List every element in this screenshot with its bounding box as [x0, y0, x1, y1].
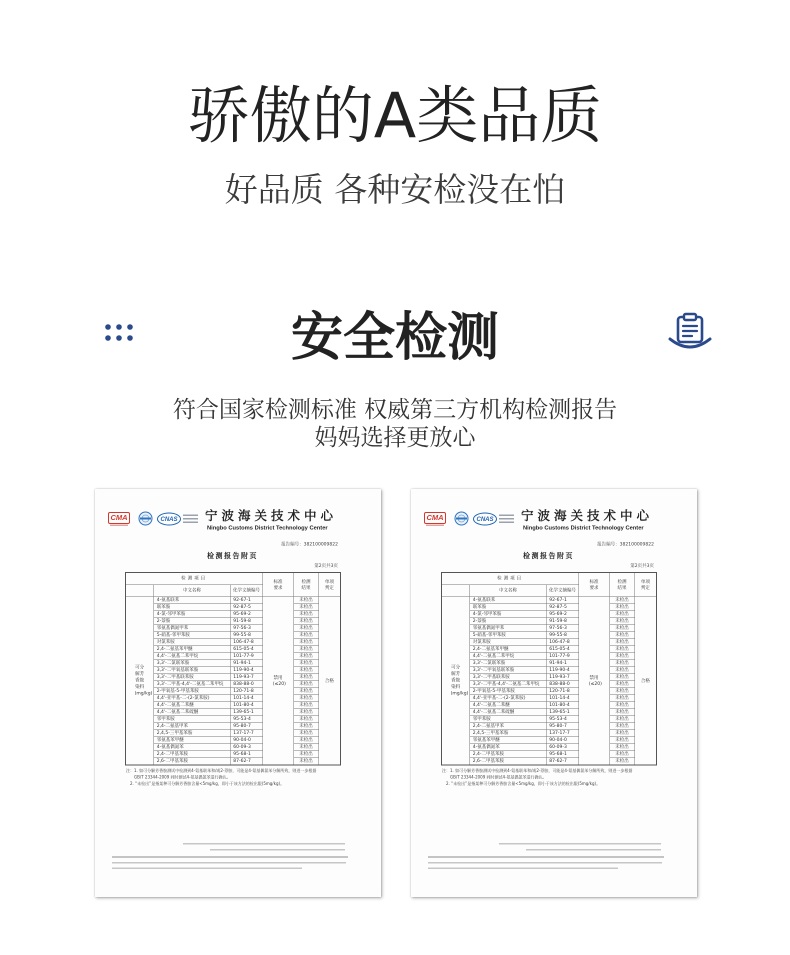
- result-cell: 未检出: [294, 604, 319, 611]
- table-body: [126, 597, 341, 765]
- cas-number-cell: 101-80-4: [547, 702, 579, 709]
- cas-number-cell: 838-88-0: [231, 681, 263, 688]
- cas-number-cell: 95-80-7: [547, 723, 579, 730]
- cas-number-cell: 95-69-2: [547, 611, 579, 618]
- cas-number-cell: 97-56-3: [231, 625, 263, 632]
- chemical-name-cell: 4,4'-二氨基二苯甲烷: [470, 653, 547, 660]
- header-test-item: 检测项目: [442, 573, 579, 585]
- result-cell: 未检出: [294, 681, 319, 688]
- table-row: [442, 751, 657, 758]
- judgement-cell: [319, 597, 341, 765]
- chemical-name-cell: 4,4'-亚甲基-二-(2-氯苯胺): [470, 695, 547, 702]
- result-cell: 未检出: [610, 716, 635, 723]
- chemical-name-cell: 2-萘胺: [154, 618, 231, 625]
- cas-number-cell: 92-87-5: [547, 604, 579, 611]
- result-cell: 未检出: [610, 695, 635, 702]
- table-row: [442, 625, 657, 632]
- org-name-cn: 宁波海关技术中心: [205, 508, 338, 523]
- cas-number-cell: 60-09-3: [547, 744, 579, 751]
- result-cell: 未检出: [294, 744, 319, 751]
- cas-number-cell: 119-90-4: [231, 667, 263, 674]
- result-cell: 未检出: [610, 639, 635, 646]
- accreditation-fine-print: [183, 515, 198, 526]
- cma-logo-text: CMA: [110, 513, 128, 522]
- report-note-line: GB/T 23344-2009 同时测试4-氨基偶氮苯进行确认。: [134, 775, 231, 780]
- cas-number-cell: 119-90-4: [547, 667, 579, 674]
- cas-number-cell: 106-47-8: [231, 639, 263, 646]
- cas-number-cell: 60-09-3: [231, 744, 263, 751]
- table-row: [442, 744, 657, 751]
- header-standard-text: 标准要求: [273, 579, 283, 591]
- chemical-name-cell: 4-氯-邻甲苯胺: [470, 611, 547, 618]
- org-name-en: Ningbo Customs District Technology Center: [523, 525, 644, 531]
- table-row: [126, 723, 341, 730]
- header-result-text: 检测结果: [301, 579, 311, 591]
- table-row: [442, 604, 657, 611]
- table-row: [126, 744, 341, 751]
- judgement-cell: [635, 597, 657, 765]
- table-row: [126, 751, 341, 758]
- ilac-mra-logo: [453, 511, 470, 526]
- cas-number-cell: 91-59-8: [231, 618, 263, 625]
- chemical-name-cell: 5-硝基-邻甲苯胺: [154, 632, 231, 639]
- footer-fine-print: [499, 843, 661, 845]
- chemical-name-cell: 3,3'-二甲基-4,4'-二氨基二苯甲烷: [470, 681, 547, 688]
- section-description-line: 符合国家检测标准 权威第三方机构检测报告: [172, 397, 618, 423]
- cas-number-cell: 91-94-1: [231, 660, 263, 667]
- result-cell: 未检出: [610, 730, 635, 737]
- chemical-name-cell: 3,3'-二氯联苯胺: [154, 660, 231, 667]
- chemical-name-cell: 2,4-二氨基甲苯: [154, 723, 231, 730]
- cas-number-cell: 91-59-8: [547, 618, 579, 625]
- cnas-logo: [157, 513, 181, 526]
- result-cell: 未检出: [294, 618, 319, 625]
- footer-divider: [112, 857, 348, 858]
- result-cell: 未检出: [610, 604, 635, 611]
- chemical-name-cell: 2-甲氧基-5-甲基苯胺: [154, 688, 231, 695]
- cma-logo: [424, 512, 446, 524]
- report-number-label: 报告编号：: [597, 542, 620, 547]
- report-number: [597, 542, 654, 548]
- chemical-name-cell: 3,3'-二甲基联苯胺: [154, 674, 231, 681]
- table-row: [442, 702, 657, 709]
- result-cell: 未检出: [610, 667, 635, 674]
- table-row: [442, 709, 657, 716]
- table-row: [126, 646, 341, 653]
- chemical-name-cell: 联苯胺: [154, 604, 231, 611]
- cas-number-cell: 615-05-4: [231, 646, 263, 653]
- table-row: [126, 674, 341, 681]
- result-cell: 未检出: [610, 723, 635, 730]
- test-results-table: [125, 572, 341, 766]
- section-title: 安全检测: [290, 308, 499, 368]
- table-row: [442, 716, 657, 723]
- result-cell: 未检出: [294, 758, 319, 765]
- chemical-name-cell: 4-氨基联苯: [154, 597, 231, 604]
- table-row: [442, 646, 657, 653]
- header-judgement: [319, 573, 341, 597]
- result-cell: 未检出: [610, 674, 635, 681]
- result-cell: 未检出: [610, 688, 635, 695]
- header-judgement-text: 单项判定: [324, 579, 334, 591]
- table-row: [126, 625, 341, 632]
- footer-fine-print: [428, 868, 618, 870]
- test-report-left: [95, 489, 381, 897]
- report-note-line: GB/T 23344-2009 同时测试4-氨基偶氮苯进行确认。: [450, 775, 547, 780]
- table-row: [126, 632, 341, 639]
- table-row: [442, 730, 657, 737]
- cas-number-cell: 101-77-9: [547, 653, 579, 660]
- ilac-mra-logo: [137, 511, 154, 526]
- table-row: [126, 730, 341, 737]
- cas-number-cell: 87-62-7: [547, 758, 579, 765]
- test-report-right: [411, 489, 697, 897]
- chemical-name-cell: 3,3'-二甲基联苯胺: [470, 674, 547, 681]
- result-cell: 未检出: [610, 660, 635, 667]
- cas-number-cell: 101-80-4: [231, 702, 263, 709]
- chemical-name-cell: 4-氨基偶氮苯: [470, 744, 547, 751]
- result-cell: 未检出: [294, 674, 319, 681]
- footer-fine-print: [112, 868, 302, 870]
- header-chinese-name: 中文名称: [154, 585, 231, 597]
- table-row: [442, 618, 657, 625]
- chemical-name-cell: 2,4-二氨基苯甲醚: [154, 646, 231, 653]
- judgement-cell-text: 合格: [640, 678, 650, 684]
- result-cell: 未检出: [294, 632, 319, 639]
- chemical-name-cell: 4,4'-二氨基二苯醚: [154, 702, 231, 709]
- cas-number-cell: 106-47-8: [547, 639, 579, 646]
- cas-number-cell: 119-93-7: [547, 674, 579, 681]
- report-page: [411, 489, 697, 897]
- certification-logos: [108, 511, 200, 527]
- cas-number-cell: 92-67-1: [547, 597, 579, 604]
- category-cell-text: 可分解芳香胺染料(mg/kg): [134, 665, 153, 696]
- chemical-name-cell: 2,4,5-三甲基苯胺: [470, 730, 547, 737]
- report-page-info: 第2页共3页: [314, 563, 338, 569]
- chemical-name-cell: 2,4-二甲基苯胺: [470, 751, 547, 758]
- cas-number-cell: 139-65-1: [547, 709, 579, 716]
- result-cell: 未检出: [610, 702, 635, 709]
- result-cell: 未检出: [294, 597, 319, 604]
- report-note-line: 2. “未检出”是指某种可分解芳香胺含量<5mg/kg，即小于该方法的检出限(5mg/kg)。: [130, 781, 285, 786]
- header-test-item: 检测项目: [126, 573, 263, 585]
- clipboard-icon: [667, 312, 713, 352]
- footer-fine-print: [210, 849, 345, 851]
- section-description: [0, 396, 790, 452]
- table-row: [442, 632, 657, 639]
- chemical-name-cell: 2,6-二甲基苯胺: [470, 758, 547, 765]
- cas-number-cell: 838-88-0: [547, 681, 579, 688]
- chemical-name-cell: 邻氨基偶氮甲苯: [154, 625, 231, 632]
- cma-logo-caption: [110, 525, 128, 527]
- chemical-name-cell: 对氯苯胺: [470, 639, 547, 646]
- cas-number-cell: 137-17-7: [547, 730, 579, 737]
- header-judgement: [635, 573, 657, 597]
- footer-fine-print: [526, 849, 661, 851]
- chemical-name-cell: 2,4-二氨基苯甲醚: [470, 646, 547, 653]
- table-row: [126, 611, 341, 618]
- result-cell: 未检出: [294, 611, 319, 618]
- chemical-name-cell: 邻甲苯胺: [470, 716, 547, 723]
- result-cell: 未检出: [294, 625, 319, 632]
- cnas-logo: [473, 513, 497, 526]
- cma-logo: [108, 512, 130, 524]
- chemical-name-cell: 5-硝基-邻甲苯胺: [470, 632, 547, 639]
- chemical-name-cell: 2-甲氧基-5-甲基苯胺: [470, 688, 547, 695]
- cas-number-cell: 95-53-4: [547, 716, 579, 723]
- table-row: [126, 758, 341, 765]
- cas-number-cell: 101-14-4: [231, 695, 263, 702]
- standard-cell: [579, 597, 610, 765]
- footer-fine-print: [428, 862, 662, 864]
- cas-number-cell: 99-55-8: [231, 632, 263, 639]
- chemical-name-cell: 2,4-二氨基甲苯: [470, 723, 547, 730]
- cnas-logo-text: CNAS: [476, 515, 494, 523]
- result-cell: 未检出: [294, 723, 319, 730]
- result-cell: 未检出: [610, 632, 635, 639]
- result-cell: 未检出: [294, 653, 319, 660]
- cas-number-cell: 92-87-5: [231, 604, 263, 611]
- test-results-table: [441, 572, 657, 766]
- report-page-info: 第2页共3页: [630, 563, 654, 569]
- chemical-name-cell: 4,4'-二氨基二苯硫醚: [470, 709, 547, 716]
- header-category-blank: [126, 585, 154, 597]
- category-cell-text: 可分解芳香胺染料(mg/kg): [450, 665, 469, 696]
- header-result-text: 检测结果: [617, 579, 627, 591]
- section-description-line: 妈妈选择更放心: [314, 425, 476, 451]
- result-cell: 未检出: [610, 618, 635, 625]
- result-cell: 未检出: [610, 646, 635, 653]
- result-cell: 未检出: [294, 737, 319, 744]
- chemical-name-cell: 3,3'-二甲基-4,4'-二氨基二苯甲烷: [154, 681, 231, 688]
- table-row: [442, 611, 657, 618]
- table-row: [442, 674, 657, 681]
- cas-number-cell: 95-68-1: [547, 751, 579, 758]
- chemical-name-cell: 邻氨基苯甲醚: [154, 737, 231, 744]
- table-header-row: [126, 573, 341, 585]
- cas-number-cell: 119-93-7: [231, 674, 263, 681]
- header-cas-number: 化学文摘编号: [231, 585, 263, 597]
- cas-number-cell: 92-67-1: [231, 597, 263, 604]
- table-row: [126, 639, 341, 646]
- report-number: [281, 542, 338, 548]
- table-row: [126, 597, 341, 604]
- table-header-row: [442, 573, 657, 585]
- table-row: [126, 667, 341, 674]
- cas-number-cell: 120-71-8: [547, 688, 579, 695]
- standard-cell: [263, 597, 294, 765]
- hero-subtitle: 好品质 各种安检没在怕: [224, 170, 566, 209]
- result-cell: 未检出: [610, 611, 635, 618]
- table-row: [442, 639, 657, 646]
- table-row: [126, 618, 341, 625]
- category-cell: [126, 597, 154, 765]
- table-row: [442, 737, 657, 744]
- result-cell: 未检出: [610, 737, 635, 744]
- result-cell: 未检出: [610, 758, 635, 765]
- report-note-line: 2. “未检出”是指某种可分解芳香胺含量<5mg/kg，即小于该方法的检出限(5mg/kg)。: [446, 781, 601, 786]
- table-row: [442, 688, 657, 695]
- header-chinese-name: 中文名称: [470, 585, 547, 597]
- table-row: [442, 660, 657, 667]
- table-row: [442, 758, 657, 765]
- chemical-name-cell: 3,3'-二甲氧基联苯胺: [154, 667, 231, 674]
- chemical-name-cell: 3,3'-二氯联苯胺: [470, 660, 547, 667]
- table-row: [442, 695, 657, 702]
- result-cell: 未检出: [294, 709, 319, 716]
- result-cell: 未检出: [294, 660, 319, 667]
- header-standard: [263, 573, 294, 597]
- chemical-name-cell: 4,4'-亚甲基-二-(2-氯苯胺): [154, 695, 231, 702]
- report-number-label: 报告编号：: [281, 542, 304, 547]
- table-row: [126, 716, 341, 723]
- cas-number-cell: 101-14-4: [547, 695, 579, 702]
- chemical-name-cell: 3,3'-二甲氧基联苯胺: [470, 667, 547, 674]
- report-note-line: 注：1. 如可分解芳香胺测试中检测到4-氨基联苯和/或2-萘胺，可能是4-氨基偶氮苯分解所致，则进一步根据: [442, 768, 633, 773]
- table-row: [126, 709, 341, 716]
- standard-cell-text: 禁用(≤20): [588, 675, 602, 687]
- chemical-name-cell: 4,4'-二氨基二苯甲烷: [154, 653, 231, 660]
- chemical-name-cell: 4-氨基联苯: [470, 597, 547, 604]
- result-cell: 未检出: [294, 716, 319, 723]
- cas-number-cell: 120-71-8: [231, 688, 263, 695]
- cas-number-cell: 91-94-1: [547, 660, 579, 667]
- result-cell: 未检出: [610, 625, 635, 632]
- table-row: [126, 688, 341, 695]
- cas-number-cell: 101-77-9: [231, 653, 263, 660]
- result-cell: 未检出: [294, 702, 319, 709]
- table-row: [126, 702, 341, 709]
- cnas-logo-text: CNAS: [160, 515, 178, 523]
- footer-fine-print: [112, 862, 346, 864]
- result-cell: 未检出: [610, 744, 635, 751]
- report-notes: [442, 768, 657, 788]
- chemical-name-cell: 2,4-二甲基苯胺: [154, 751, 231, 758]
- table-row: [126, 737, 341, 744]
- result-cell: 未检出: [610, 751, 635, 758]
- cas-number-cell: 97-56-3: [547, 625, 579, 632]
- report-page-title: 检测报告附页: [207, 552, 258, 560]
- header-cas-number: 化学文摘编号: [547, 585, 579, 597]
- footer-fine-print: [183, 843, 345, 845]
- chemical-name-cell: 邻甲苯胺: [154, 716, 231, 723]
- chemical-name-cell: 2,6-二甲基苯胺: [154, 758, 231, 765]
- header-category-blank: [442, 585, 470, 597]
- result-cell: 未检出: [294, 751, 319, 758]
- cas-number-cell: 615-05-4: [547, 646, 579, 653]
- cma-logo-text: CMA: [426, 513, 444, 522]
- report-note-line: 注：1. 如可分解芳香胺测试中检测到4-氨基联苯和/或2-萘胺，可能是4-氨基偶氮苯分解所致，则进一步根据: [126, 768, 317, 773]
- report-notes: [126, 768, 341, 788]
- report-page-title: 检测报告附页: [523, 552, 574, 560]
- header-result: [610, 573, 635, 597]
- certification-logos: [424, 511, 516, 527]
- table-row: [442, 597, 657, 604]
- report-page: [95, 489, 381, 897]
- org-name-cn: 宁波海关技术中心: [521, 508, 654, 523]
- chemical-name-cell: 邻氨基苯甲醚: [470, 737, 547, 744]
- result-cell: 未检出: [610, 597, 635, 604]
- chemical-name-cell: 联苯胺: [470, 604, 547, 611]
- chemical-name-cell: 2-萘胺: [470, 618, 547, 625]
- cas-number-cell: 87-62-7: [231, 758, 263, 765]
- report-number-value: 382100009822: [303, 542, 338, 547]
- chemical-name-cell: 2,4,5-三甲基苯胺: [154, 730, 231, 737]
- table-row: [126, 653, 341, 660]
- accreditation-fine-print: [499, 515, 514, 526]
- result-cell: 未检出: [294, 695, 319, 702]
- table-row: [126, 604, 341, 611]
- table-row: [442, 653, 657, 660]
- chemical-name-cell: 4,4'-二氨基二苯硫醚: [154, 709, 231, 716]
- table-row: [442, 681, 657, 688]
- cas-number-cell: 137-17-7: [231, 730, 263, 737]
- result-cell: 未检出: [610, 653, 635, 660]
- cas-number-cell: 99-55-8: [547, 632, 579, 639]
- hero-title: 骄傲的A类品质: [187, 79, 603, 152]
- result-cell: 未检出: [294, 667, 319, 674]
- chemical-name-cell: 4-氯-邻甲苯胺: [154, 611, 231, 618]
- table-row: [442, 723, 657, 730]
- org-name-en: Ningbo Customs District Technology Center: [207, 525, 328, 531]
- cma-logo-caption: [426, 525, 444, 527]
- cas-number-cell: 95-69-2: [231, 611, 263, 618]
- header-result: [294, 573, 319, 597]
- table-row: [126, 660, 341, 667]
- table-body: [442, 597, 657, 765]
- chemical-name-cell: 4,4'-二氨基二苯醚: [470, 702, 547, 709]
- result-cell: 未检出: [294, 639, 319, 646]
- cas-number-cell: 90-04-0: [547, 737, 579, 744]
- standard-cell-text: 禁用(≤20): [272, 675, 286, 687]
- table-row: [442, 667, 657, 674]
- report-number-value: 382100009822: [619, 542, 654, 547]
- category-cell: [442, 597, 470, 765]
- result-cell: 未检出: [610, 681, 635, 688]
- header-judgement-text: 单项判定: [640, 579, 650, 591]
- header-standard: [579, 573, 610, 597]
- cas-number-cell: 139-65-1: [231, 709, 263, 716]
- chemical-name-cell: 对氯苯胺: [154, 639, 231, 646]
- cas-number-cell: 95-53-4: [231, 716, 263, 723]
- footer-divider: [428, 857, 664, 858]
- result-cell: 未检出: [294, 646, 319, 653]
- cas-number-cell: 95-68-1: [231, 751, 263, 758]
- table-row: [126, 695, 341, 702]
- result-cell: 未检出: [294, 730, 319, 737]
- judgement-cell-text: 合格: [324, 678, 334, 684]
- cas-number-cell: 90-04-0: [231, 737, 263, 744]
- cas-number-cell: 95-80-7: [231, 723, 263, 730]
- result-cell: 未检出: [610, 709, 635, 716]
- chemical-name-cell: 4-氨基偶氮苯: [154, 744, 231, 751]
- chemical-name-cell: 邻氨基偶氮甲苯: [470, 625, 547, 632]
- table-row: [126, 681, 341, 688]
- header-standard-text: 标准要求: [589, 579, 599, 591]
- result-cell: 未检出: [294, 688, 319, 695]
